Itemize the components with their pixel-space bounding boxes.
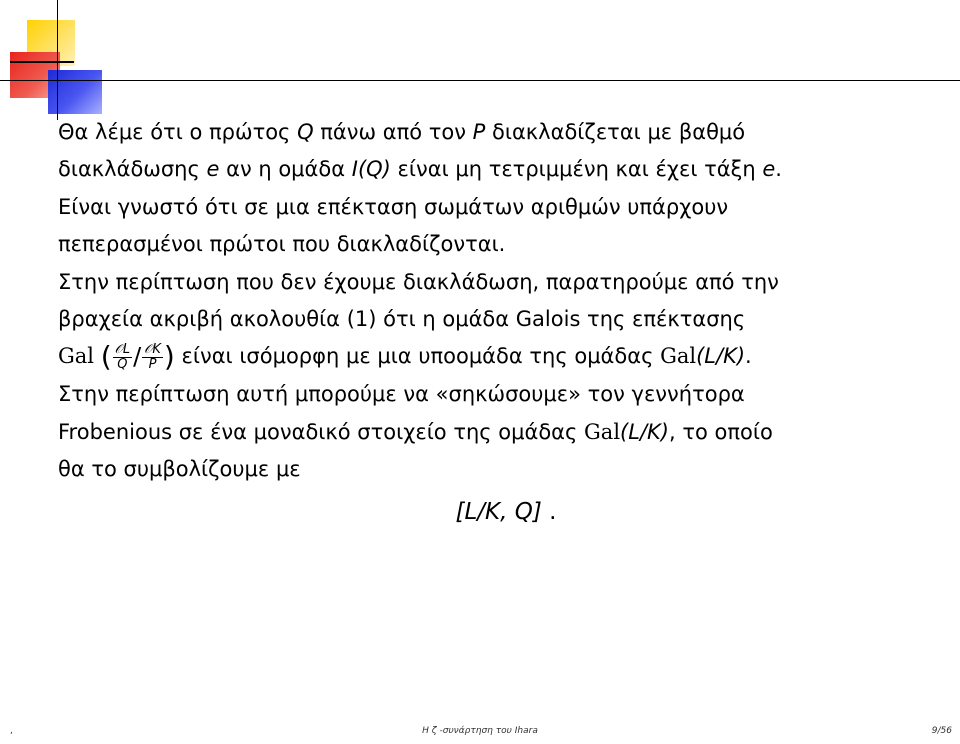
text-line-3: Είναι γνωστό ότι σε μια επέκταση σωμάτων αριθμών υπάρχουν xyxy=(58,194,729,219)
text-line-7-galois: Gal ( $\frac{\text{𝒪L}}{Q}$ / $\frac{\text{𝒪K}}{P}$ ) είναι ισόμορφη με μια υποομάδα της ομάδας Gal(L/K). xyxy=(58,340,752,374)
footer-title: Η ζ -συνάρτηση του Ihara xyxy=(422,726,538,736)
text-line-4: πεπερασμένοι πρώτοι που διακλαδίζονται. xyxy=(58,232,506,257)
gal-symbol: Gal xyxy=(58,344,95,369)
text-line-5: Στην περίπτωση που δεν έχουμε διακλάδωση, παρατηρούμε από την xyxy=(58,269,779,294)
text-line-9: Frobenious σε ένα μοναδικό στοιχείο της ομάδας Gal(L/K), το οποίο xyxy=(58,419,773,444)
footer-left: , xyxy=(10,726,13,736)
slide-footer xyxy=(0,726,960,740)
fraction-ok-p: $\frac{\text{𝒪K}}{P}$ xyxy=(144,341,161,372)
text-line-8: Στην περίπτωση αυτή μπορούμε να «σηκώσουμε» τον γεννήτορα xyxy=(58,382,745,407)
header-rule xyxy=(0,80,960,81)
text-line-2: διακλάδωσης e αν η ομάδα I(Q) είναι μη τετριμμένη και έχει τάξη e. xyxy=(58,157,782,182)
slide-logo xyxy=(0,0,110,120)
text-line-6: βραχεία ακριβή ακολουθία (1) ότι η ομάδα Galois της επέκτασης xyxy=(58,307,746,332)
text-line-10: θα το συμβολίζουμε με xyxy=(58,456,301,481)
logo-vertical-line xyxy=(57,0,58,120)
slide-body xyxy=(58,114,918,532)
frobenius-symbol-formula: [L/K, Q] . xyxy=(455,499,557,526)
slide-number: 9/56 xyxy=(931,726,952,736)
logo-cross-line xyxy=(10,61,74,63)
text-line-1: Θα λέμε ότι ο πρώτος Q πάνω από τον P διακλαδίζεται με βαθμό xyxy=(58,120,746,144)
fraction-ol-q: $\frac{\text{𝒪L}}{Q}$ xyxy=(114,341,131,372)
